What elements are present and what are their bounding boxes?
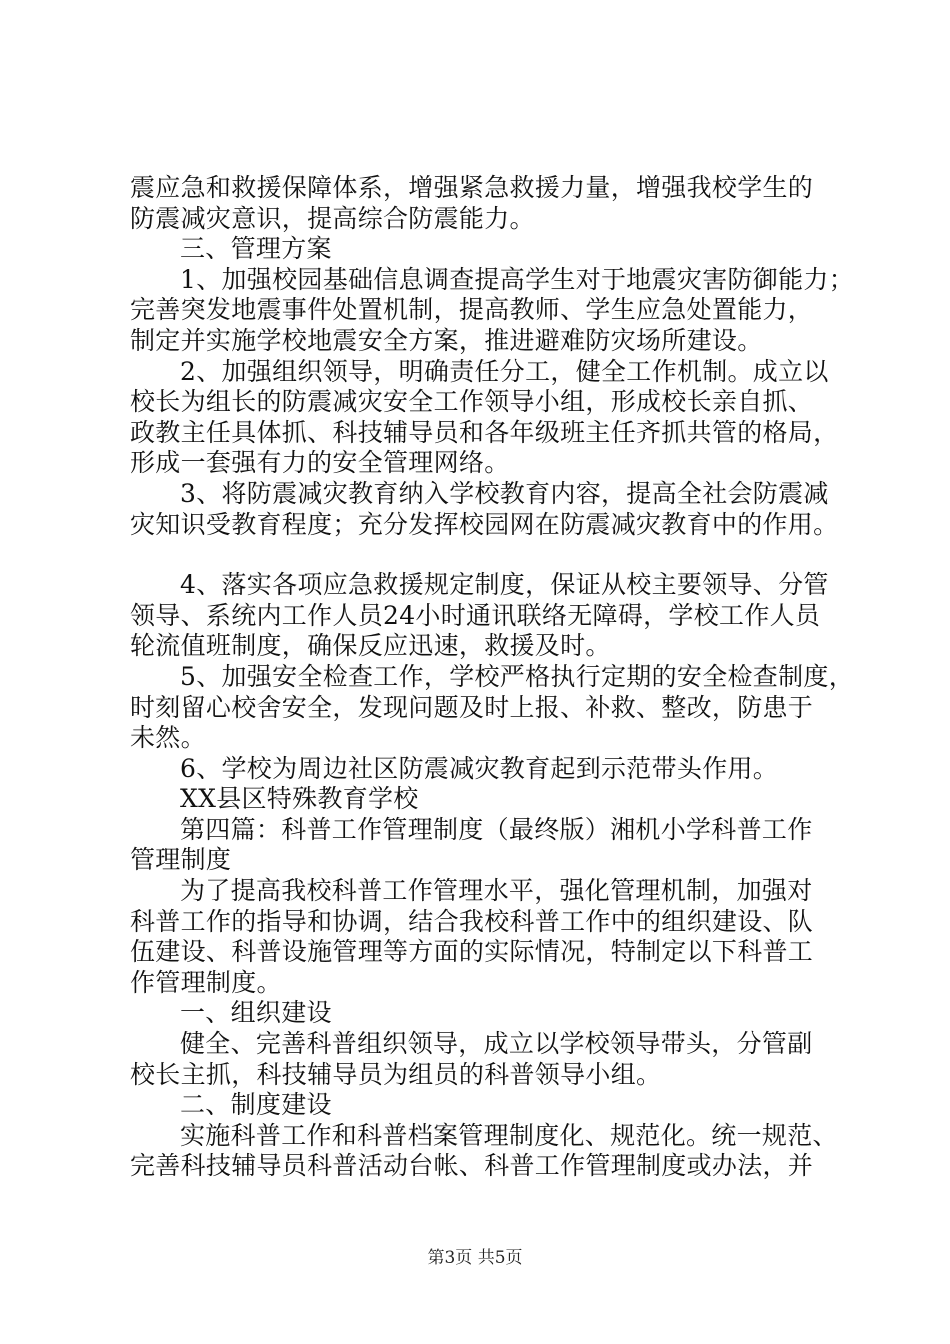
- body-line: 政教主任具体抓、科技辅导员和各年级班主任齐抓共管的格局，: [130, 417, 839, 447]
- paragraph-start: 4、落实各项应急救援规定制度，保证从校主要领导、分管: [180, 570, 829, 600]
- section-heading: 二、制度建设: [180, 1090, 332, 1120]
- paragraph-start: 2、加强组织领导，明确责任分工，健全工作机制。成立以: [180, 356, 829, 386]
- paragraph-start: 1、加强校园基础信息调查提高学生对于地震灾害防御能力；: [180, 264, 855, 294]
- body-line: 制定并实施学校地震安全方案，推进避难防灾场所建设。: [130, 325, 763, 355]
- chapter-title-cont: 管理制度: [130, 845, 232, 875]
- body-line: 轮流值班制度，确保反应迅速，救援及时。: [130, 631, 611, 661]
- body-line: 防震减灾意识，提高综合防震能力。: [130, 203, 535, 233]
- body-line: 灾知识受教育程度；充分发挥校园网在防震减灾教育中的作用。: [130, 509, 839, 539]
- body-line: 震应急和救援保障体系，增强紧急救援力量，增强我校学生的: [130, 173, 814, 202]
- paragraph-start: 健全、完善科普组织领导，成立以学校领导带头，分管副: [180, 1029, 813, 1059]
- body-line: 时刻留心校舍安全，发现问题及时上报、补救、整改，防患于: [130, 692, 814, 722]
- body-line: 领导、系统内工作人员24小时通讯联络无障碍，学校工作人员: [130, 600, 821, 630]
- section-heading: 一、组织建设: [180, 998, 332, 1028]
- body-line: 完善科技辅导员科普活动台帐、科普工作管理制度或办法，并: [130, 1151, 814, 1181]
- body-line: 校长主抓，科技辅导员为组员的科普领导小组。: [130, 1059, 662, 1089]
- paragraph-start: 5、加强安全检查工作，学校严格执行定期的安全检查制度，: [180, 661, 855, 691]
- body-line: 形成一套强有力的安全管理网络。: [130, 448, 510, 478]
- body-line: 作管理制度。: [130, 967, 282, 997]
- paragraph-gap: [130, 540, 850, 570]
- page-number-footer: 第3页 共5页: [427, 1248, 523, 1268]
- school-name: XX县区特殊教育学校: [180, 784, 419, 814]
- body-line: 伍建设、科普设施管理等方面的实际情况，特制定以下科普工: [130, 937, 814, 967]
- section-heading: 三、管理方案: [180, 234, 332, 264]
- body-line: 科普工作的指导和协调，结合我校科普工作中的组织建设、队: [130, 906, 814, 936]
- body-line: 未然。: [130, 723, 206, 753]
- chapter-title: 第四篇：科普工作管理制度（最终版）湘机小学科普工作: [180, 814, 813, 844]
- paragraph-start: 实施科普工作和科普档案管理制度化、规范化。统一规范、: [180, 1120, 838, 1150]
- body-line: 完善突发地震事件处置机制，提高教师、学生应急处置能力，: [130, 295, 814, 325]
- document-body: [130, 173, 855, 1182]
- paragraph-start: 3、将防震减灾教育纳入学校教育内容，提高全社会防震减: [180, 478, 829, 508]
- body-line: 校长为组长的防震减灾安全工作领导小组，形成校长亲自抓、: [130, 387, 814, 417]
- paragraph-start: 6、学校为周边社区防震减灾教育起到示范带头作用。: [180, 753, 779, 783]
- paragraph-start: 为了提高我校科普工作管理水平，强化管理机制，加强对: [180, 876, 813, 906]
